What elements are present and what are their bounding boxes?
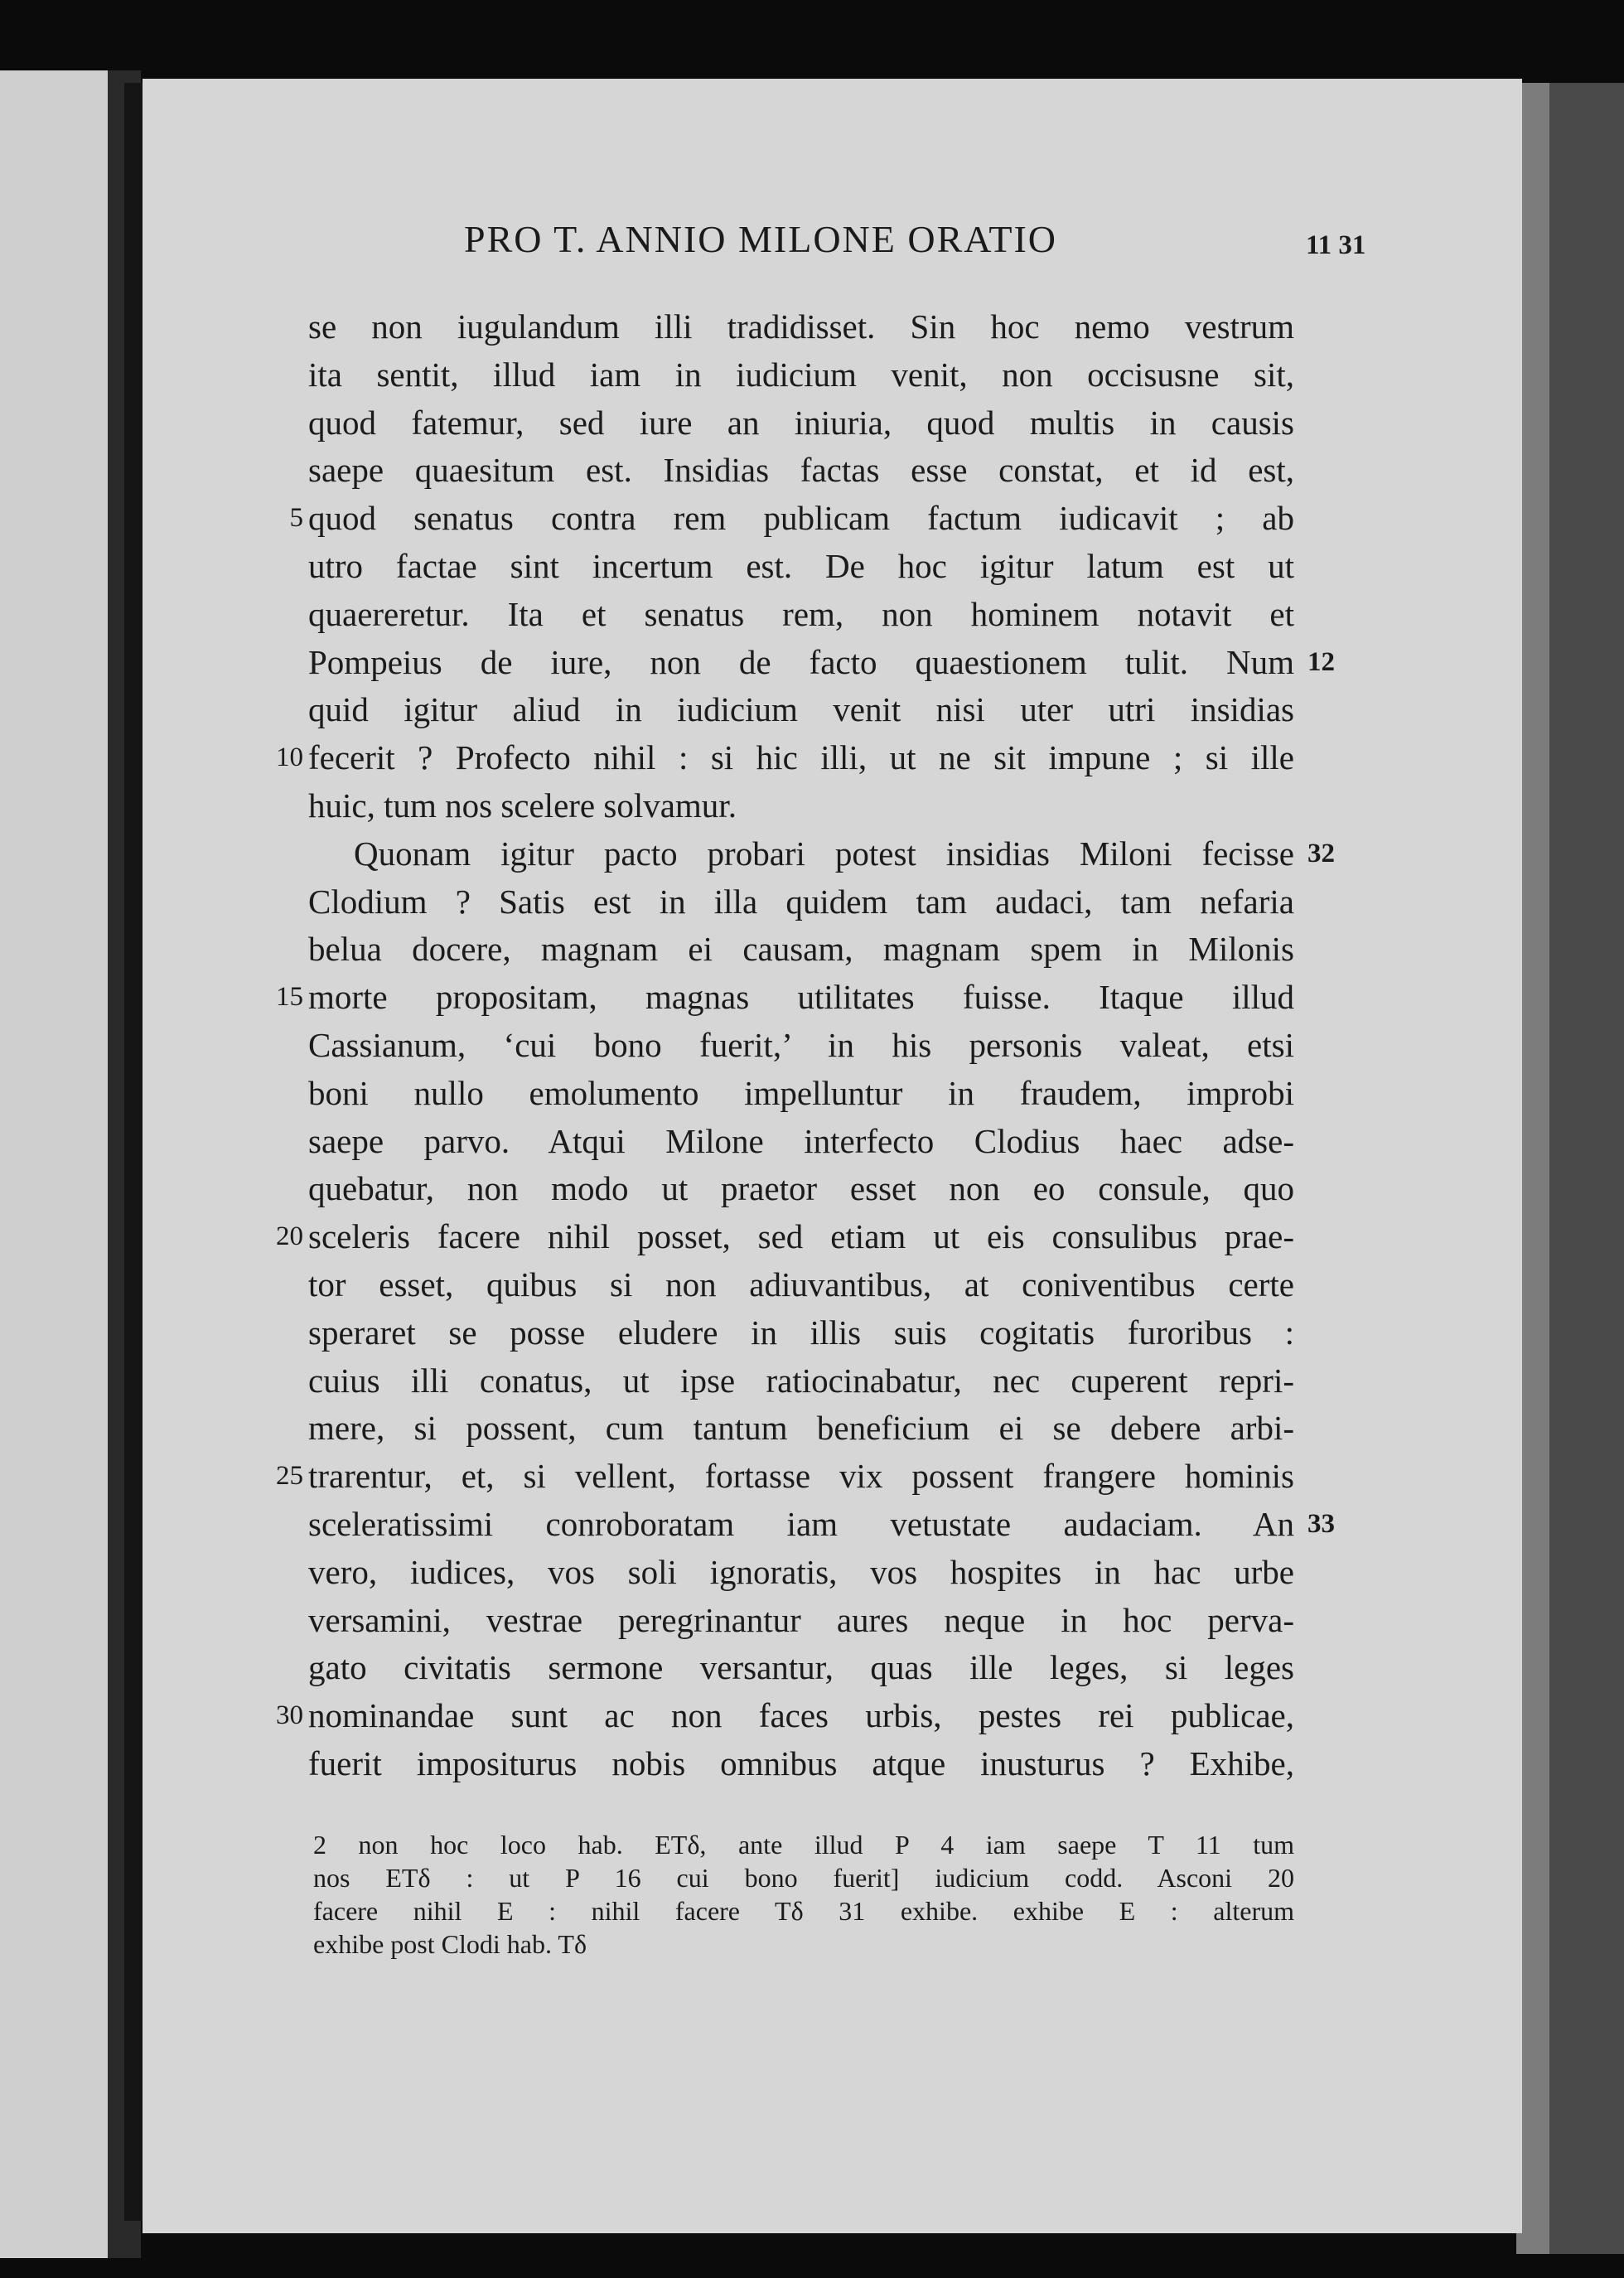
text-line: se non iugulandum illi tradidisset. Sin hoc nemo vestrum: [308, 307, 1294, 346]
text-line: gato civitatis sermone versantur, quas ille leges, si leges: [308, 1648, 1294, 1687]
text-line: mere, si possent, cum tantum beneficium ei se debere arbi-: [308, 1409, 1294, 1448]
line-number: 20: [276, 1221, 303, 1251]
text-line: quebatur, non modo ut praetor esset non eo consule, quo: [308, 1169, 1294, 1208]
running-header-section-page: 11 31: [1306, 230, 1366, 260]
text-line: belua docere, magnam ei causam, magnam spem in Milonis: [308, 930, 1294, 969]
line-number: 25: [276, 1461, 303, 1491]
footnote-line: 2 non hoc loco hab. ETδ, ante illud P 4 iam saepe T 11 tum: [313, 1830, 1294, 1860]
footnote-line: nos ETδ : ut P 16 cui bono fuerit] iudicium codd. Asconi 20: [313, 1863, 1294, 1893]
text-line: Quonam igitur pacto probari potest insidias Miloni fecisse: [354, 834, 1294, 873]
text-line: ita sentit, illud iam in iudicium venit, non occisusne sit,: [308, 355, 1294, 394]
footnote-line: exhibe post Clodi hab. Tδ: [313, 1929, 587, 1959]
text-line: nominandae sunt ac non faces urbis, pestes rei publicae,: [308, 1696, 1294, 1735]
line-number: 15: [276, 982, 303, 1012]
running-header-title: PRO T. ANNIO MILONE ORATIO: [464, 218, 1058, 260]
main-text: [308, 303, 1294, 1788]
left-page-edge: [0, 70, 116, 2258]
text-line: boni nullo emolumento impelluntur in fraudem, improbi: [308, 1073, 1294, 1112]
text-line: quaereretur. Ita et senatus rem, non hominem notavit et: [308, 594, 1294, 633]
text-line: Cassianum, ‘cui bono fuerit,’ in his personis valeat, etsi: [308, 1025, 1294, 1064]
text-line: sceleris facere nihil posset, sed etiam ut eis consulibus prae-: [308, 1217, 1294, 1256]
text-line: speraret se posse eludere in illis suis cogitatis furoribus :: [308, 1313, 1294, 1352]
text-line: fuerit impositurus nobis omnibus atque inusturus ? Exhibe,: [308, 1744, 1294, 1782]
text-line: vero, iudices, vos soli ignoratis, vos hospites in hac urbe: [308, 1552, 1294, 1591]
text-line: saepe parvo. Atqui Milone interfecto Clodius haec adse-: [308, 1121, 1294, 1160]
text-line: fecerit ? Profecto nihil : si hic illi, ut ne sit impune ; si ille: [308, 738, 1294, 777]
line-number: 30: [276, 1700, 303, 1730]
line-number: 10: [276, 742, 303, 772]
section-number: 33: [1307, 1509, 1335, 1539]
line-number: 5: [289, 503, 303, 533]
text-line: utro factae sint incertum est. De hoc igitur latum est ut: [308, 546, 1294, 585]
text-line: cuius illi conatus, ut ipse ratiocinabatur, nec cuperent repri-: [308, 1361, 1294, 1400]
section-number: 32: [1307, 839, 1335, 868]
text-line: trarentur, et, si vellent, fortasse vix possent frangere hominis: [308, 1457, 1294, 1496]
gutter-binding: [124, 83, 143, 2221]
critical-apparatus: [313, 1828, 1294, 1961]
text-line: Clodium ? Satis est in illa quidem tam audaci, tam nefaria: [308, 882, 1294, 921]
text-line: Pompeius de iure, non de facto quaestionem tulit. Num: [308, 642, 1294, 681]
text-line: morte propositam, magnas utilitates fuisse. Itaque illud: [308, 978, 1294, 1017]
text-line: sceleratissimi conroboratam iam vetustate audaciam. An: [308, 1504, 1294, 1543]
text-line: huic, tum nos scelere solvamur.: [308, 786, 737, 825]
text-line: saepe quaesitum est. Insidias factas esse constat, et id est,: [308, 451, 1294, 490]
text-line: versamini, vestrae peregrinantur aures neque in hoc perva-: [308, 1600, 1294, 1639]
text-line: tor esset, quibus si non adiuvantibus, at coniventibus certe: [308, 1265, 1294, 1303]
text-line: quid igitur aliud in iudicium venit nisi uter utri insidias: [308, 690, 1294, 729]
text-line: quod senatus contra rem publicam factum iudicavit ; ab: [308, 499, 1294, 538]
text-line: quod fatemur, sed iure an iniuria, quod multis in causis: [308, 403, 1294, 442]
footnote-line: facere nihil E : nihil facere Tδ 31 exhibe. exhibe E : alterum: [313, 1896, 1294, 1926]
section-number: 12: [1307, 647, 1335, 677]
